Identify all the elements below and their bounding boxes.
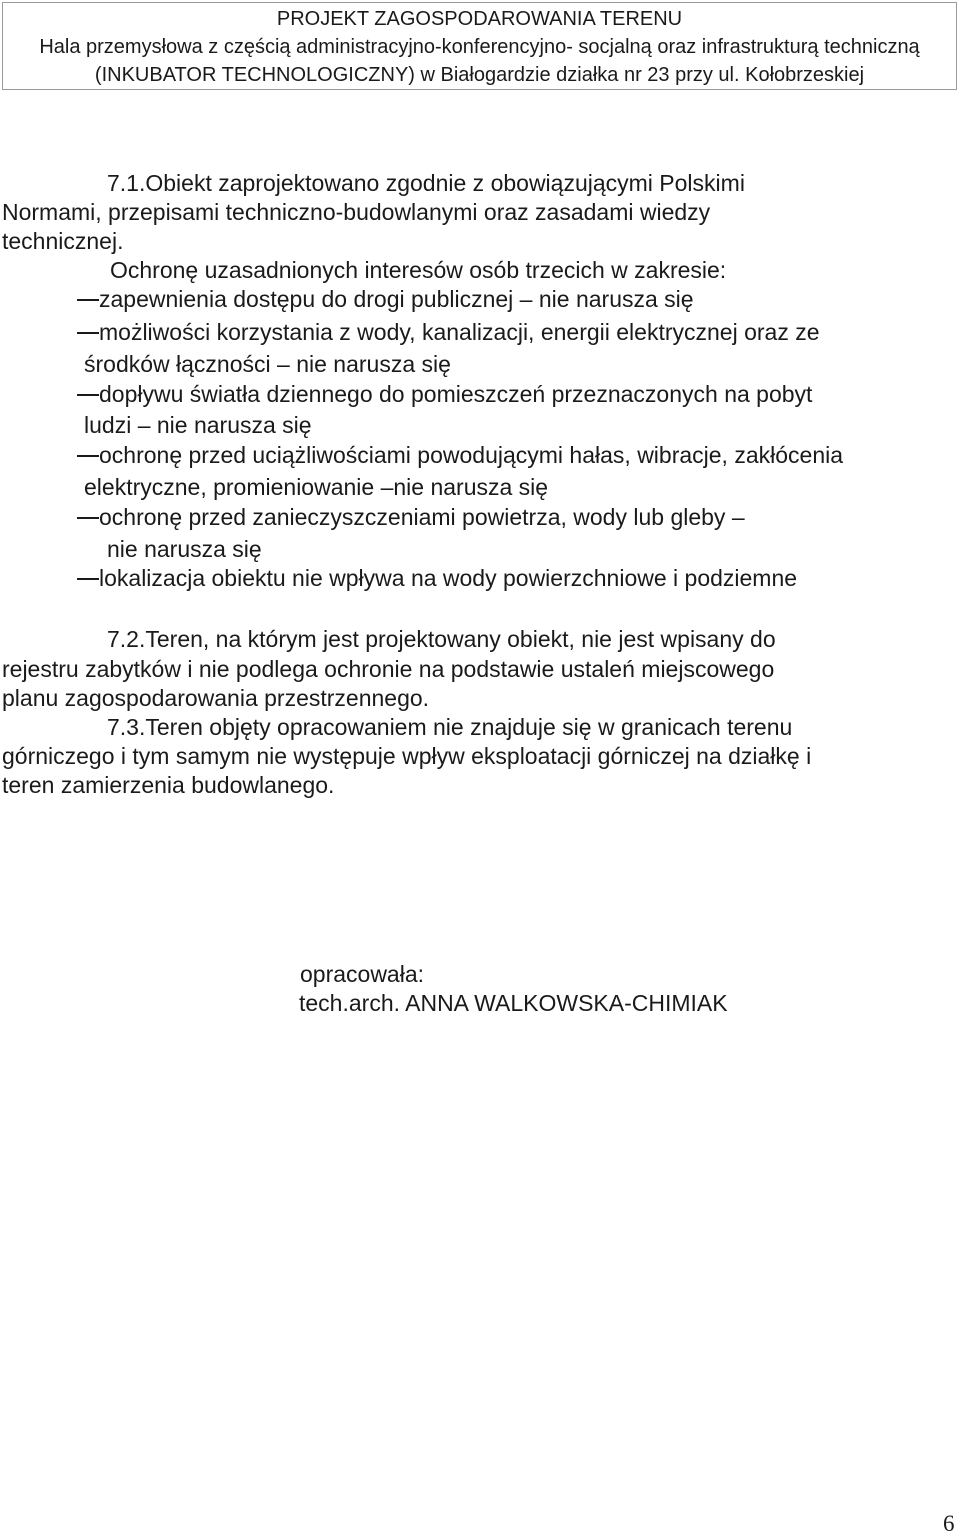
header-subtitle-line1: Hala przemysłowa z częścią administracyjno-konferencyjno- socjalną oraz infrastrukturą techniczną: [39, 36, 920, 58]
document-header: [2, 2, 957, 90]
signature-name: tech.arch. ANNA WALKOWSKA-CHIMIAK: [299, 990, 728, 1016]
dash-bullet: [77, 578, 99, 580]
section-7-1-line3: technicznej.: [2, 228, 124, 254]
list-item: zapewnienia dostępu do drogi publicznej – nie narusza się: [77, 285, 694, 314]
section-7-3-line3: teren zamierzenia budowlanego.: [2, 772, 335, 798]
signature-label: opracowała:: [300, 961, 425, 987]
list-item-continuation: elektryczne, promieniowanie –nie narusza się: [84, 474, 549, 500]
list-item: lokalizacja obiektu nie wpływa na wody powierzchniowe i podziemne: [77, 564, 797, 593]
section-7-1-intro: Ochronę uzasadnionych interesów osób trzecich w zakresie:: [110, 257, 727, 283]
dash-bullet: [77, 517, 99, 519]
section-7-2-line2: rejestru zabytków i nie podlega ochronie na podstawie ustaleń miejscowego: [2, 656, 775, 682]
section-7-1-line2: Normami, przepisami techniczno-budowlanymi oraz zasadami wiedzy: [2, 199, 711, 225]
list-item: możliwości korzystania z wody, kanalizacji, energii elektrycznej oraz ze: [77, 318, 820, 347]
section-7-1-line1: 7.1.Obiekt zaprojektowano zgodnie z obowiązującymi Polskimi: [107, 170, 745, 196]
list-item-continuation: środków łączności – nie narusza się: [84, 351, 451, 377]
list-item: ochronę przed zanieczyszczeniami powietrza, wody lub gleby –: [77, 503, 745, 532]
section-7-3-line1: 7.3.Teren objęty opracowaniem nie znajduje się w granicach terenu: [107, 714, 793, 740]
section-7-2-line3: planu zagospodarowania przestrzennego.: [2, 685, 430, 711]
section-7-2-line1: 7.2.Teren, na którym jest projektowany obiekt, nie jest wpisany do: [107, 626, 776, 652]
list-item: ochronę przed uciążliwościami powodującymi hałas, wibracje, zakłócenia: [77, 441, 843, 470]
list-item-continuation: ludzi – nie narusza się: [84, 412, 312, 438]
dash-bullet: [77, 394, 99, 396]
page-number: 6: [943, 1511, 955, 1536]
section-7-3-line2: górniczego i tym samym nie występuje wpływ eksploatacji górniczej na działkę i: [2, 743, 812, 769]
list-item-continuation: nie narusza się: [107, 536, 262, 562]
dash-bullet: [77, 455, 99, 457]
dash-bullet: [77, 332, 99, 334]
header-title: PROJEKT ZAGOSPODAROWANIA TERENU: [276, 8, 683, 30]
list-item: dopływu światła dziennego do pomieszczeń przeznaczonych na pobyt: [77, 380, 812, 409]
dash-bullet: [77, 299, 99, 301]
header-subtitle-line2: (INKUBATOR TECHNOLOGICZNY) w Białogardzie działka nr 23 przy ul. Kołobrzeskiej: [94, 64, 865, 86]
